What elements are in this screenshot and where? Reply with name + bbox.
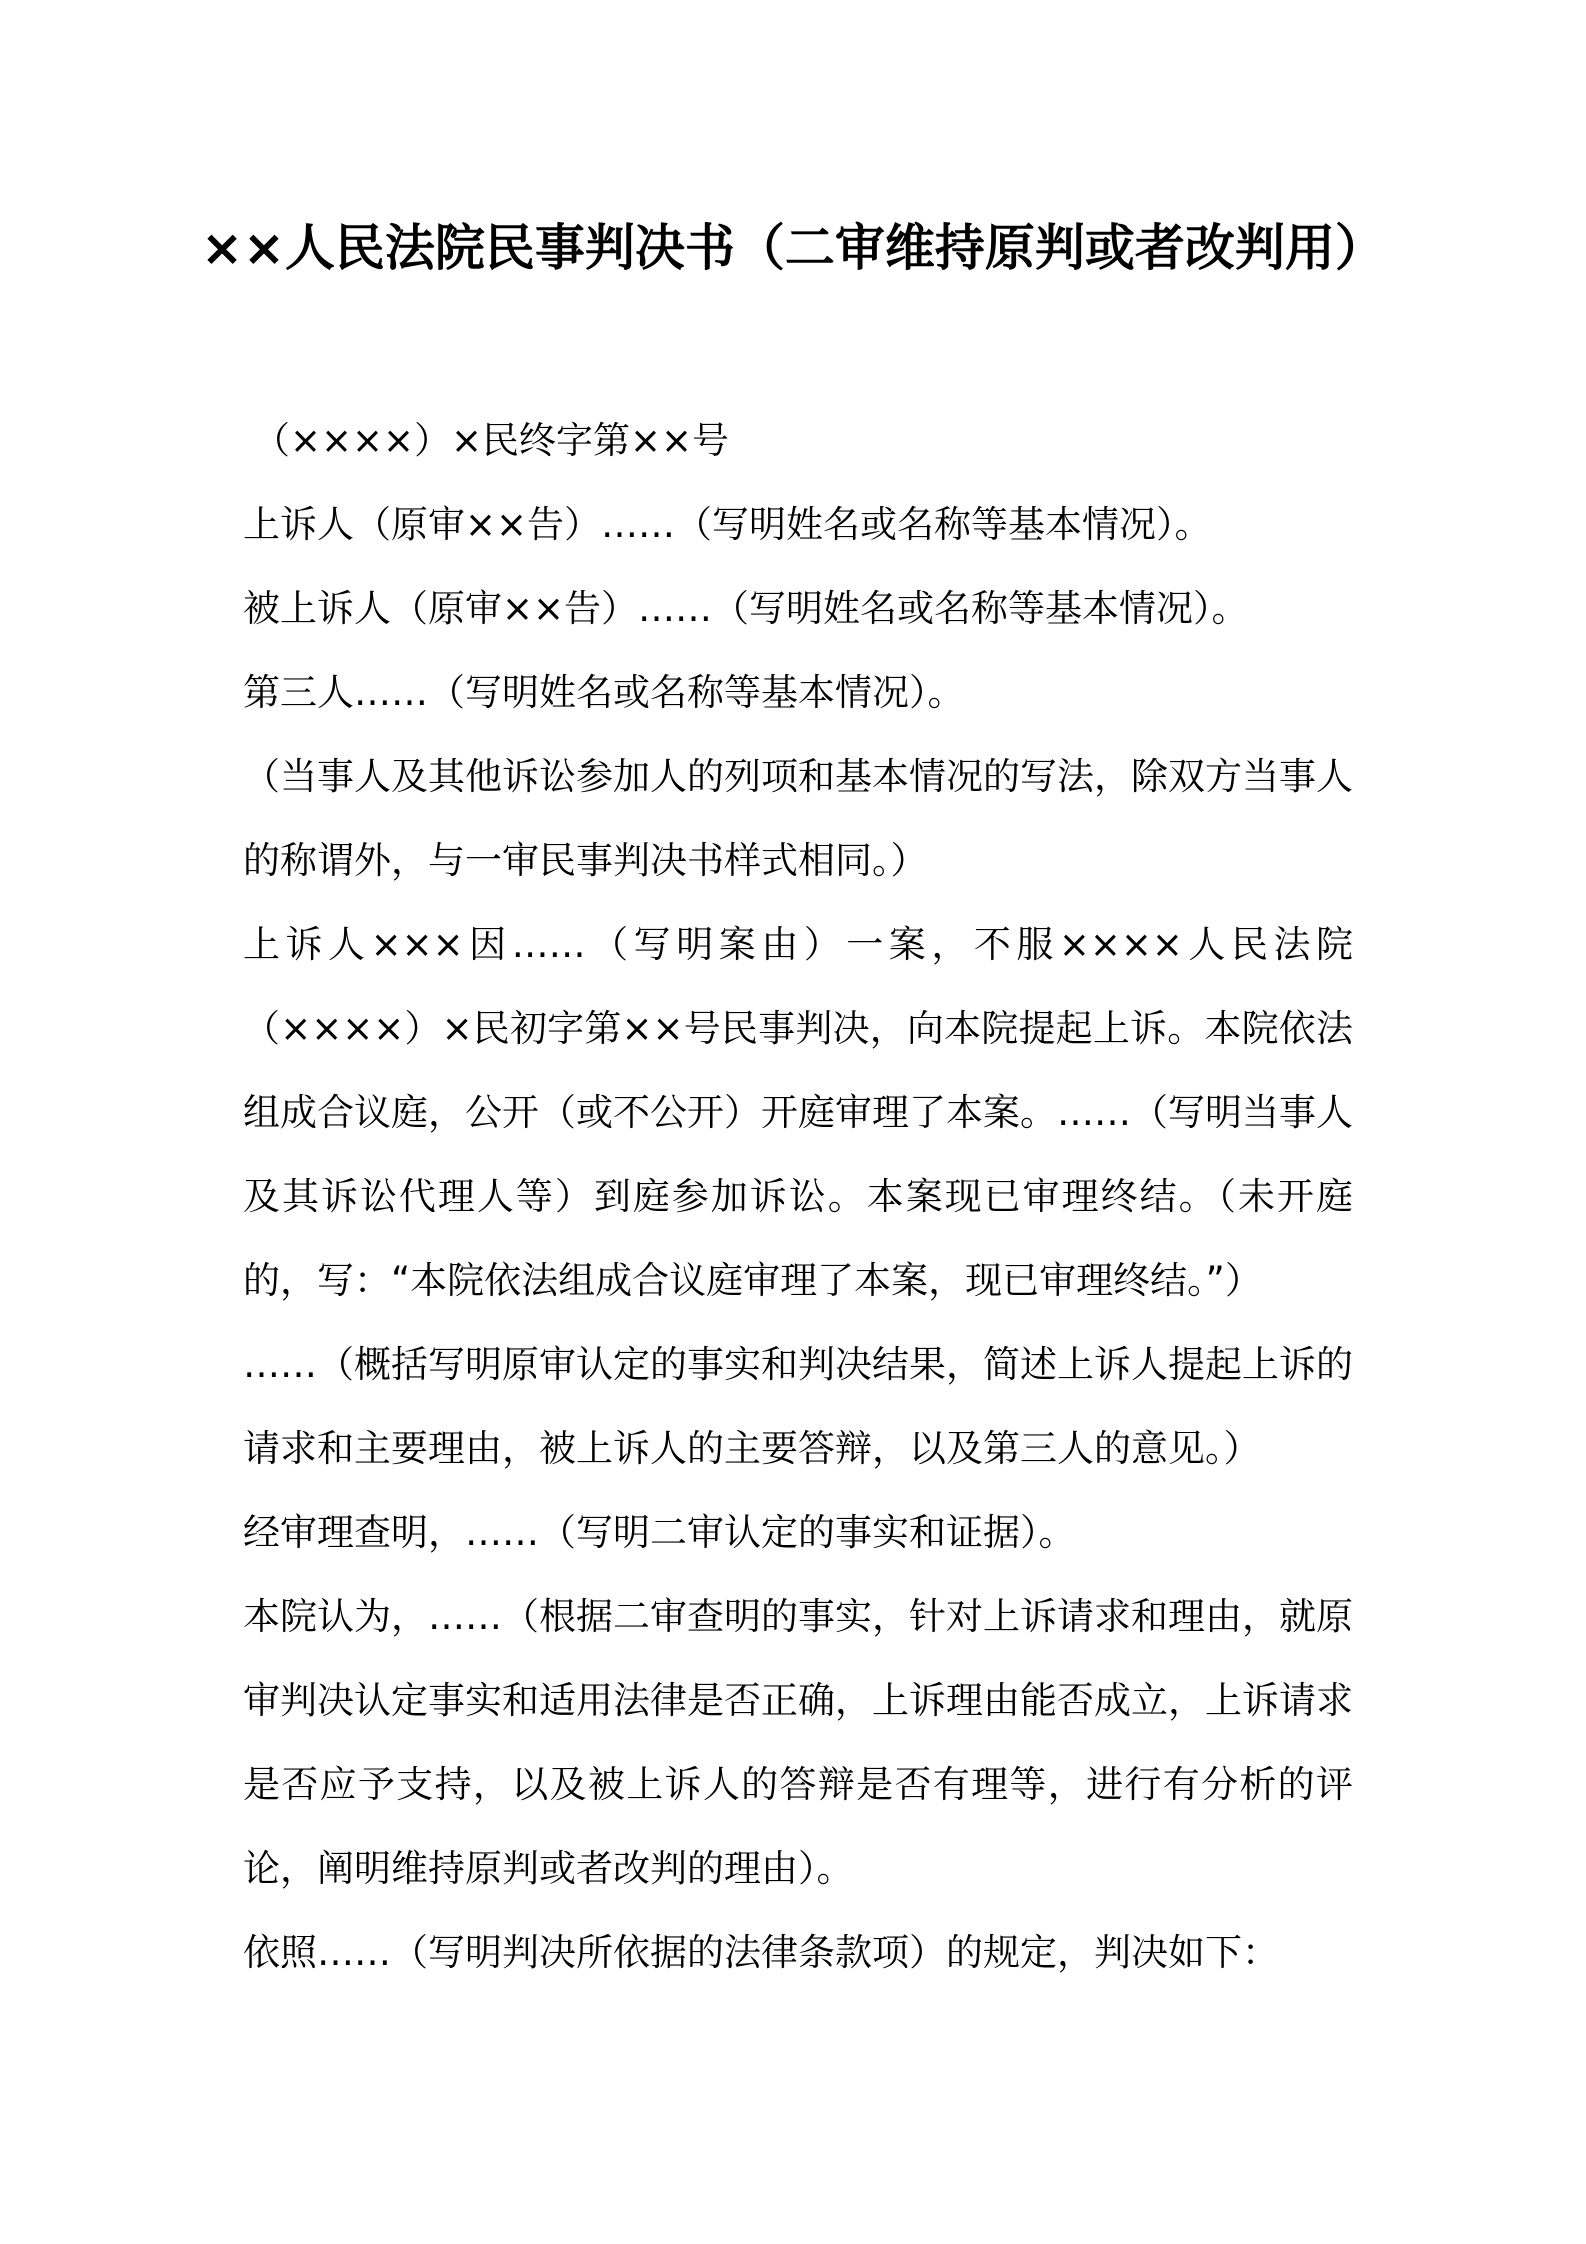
document-body [243,399,1353,1995]
paragraph-case-intro: 上诉人×××因……（写明案由）一案，不服××××人民法院（××××）×民初字第××号民事判决，向本院提起上诉。本院依法组成合议庭，公开（或不公开）开庭审理了本案。……（写明当事人及其诉讼代理人等）到庭参加诉讼。本案现已审理终结。（未开庭的，写：“本院依法组成合议庭审理了本案，现已审理终结。”） [243,923,1353,1302]
paragraph-court-opinion: 本院认为，……（根据二审查明的事实，针对上诉请求和理由，就原审判决认定事实和适用法律是否正确，上诉理由能否成立，上诉请求是否应予支持，以及被上诉人的答辩是否有理等，进行有分析的评论，阐明维持原判或者改判的理由）。 [243,1595,1353,1890]
paragraph-party-note: （当事人及其他诉讼参加人的列项和基本情况的写法，除双方当事人的称谓外，与一审民事判决书样式相同。） [243,755,1353,882]
paragraph-judgment-basis: 依照……（写明判决所依据的法律条款项）的规定，判决如下： [243,1931,1279,1974]
paragraph-third-party: 第三人……（写明姓名或名称等基本情况）。 [243,671,965,714]
paragraph-appellant: 上诉人（原审××告）……（写明姓名或名称等基本情况）。 [243,503,1212,546]
document-title: ××人民法院民事判决书（二审维持原判或者改判用） [201,219,1385,277]
paragraph-appellee: 被上诉人（原审××告）……（写明姓名或名称等基本情况）。 [243,587,1249,630]
paragraph-original-summary: ……（概括写明原审认定的事实和判决结果，简述上诉人提起上诉的请求和主要理由，被上诉人的主要答辩，以及第三人的意见。） [243,1343,1353,1470]
case-number: （××××）×民终字第××号 [253,419,730,462]
paragraph-findings: 经审理查明，……（写明二审认定的事实和证据）。 [243,1511,1076,1554]
